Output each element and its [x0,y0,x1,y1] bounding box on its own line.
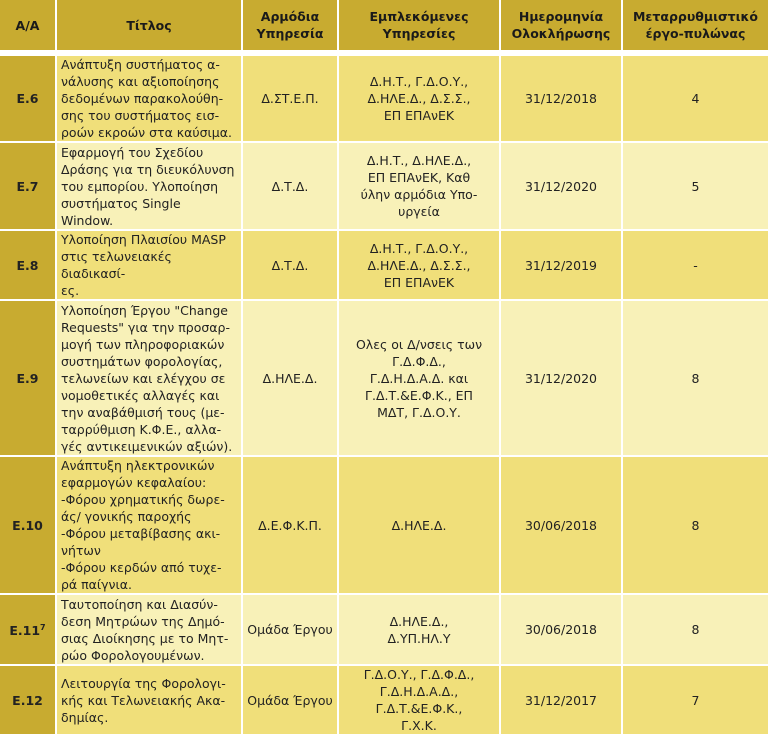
row-pillar: 7 [623,666,768,734]
row-agency: Δ.Ε.Φ.Κ.Π. [243,457,337,593]
row-involved: Δ.ΗΛΕ.Δ. [339,457,499,593]
row-id-text: Ε.6 [16,91,39,106]
row-involved: Δ.Η.Τ., Γ.Δ.Ο.Υ., Δ.ΗΛΕ.Δ., Δ.Σ.Σ., ΕΠ ΕΠΑνΕΚ [339,56,499,141]
row-id [0,666,55,734]
row-id [0,143,55,229]
row-involved: Ολες οι Δ/νσεις των Γ.Δ.Φ.Δ., Γ.Δ.Η.Δ.Α.Δ. και Γ.Δ.Τ.&Ε.Φ.Κ., ΕΠ ΜΔΤ, Γ.Δ.Ο.Υ. [339,301,499,455]
row-pillar: 4 [623,56,768,141]
row-title: Εφαρμογή του Σχεδίου Δράσης για τη διευκόλυνση του εμπορίου. Υλοποίηση συστήματος Single Window. [57,143,241,229]
table-row [0,301,768,455]
row-involved: Δ.ΗΛΕ.Δ., Δ.ΥΠ.ΗΛ.Υ [339,595,499,664]
row-id-text: Ε.11 [9,623,41,639]
header-agency: Αρμόδια Υπηρεσία [243,0,337,50]
row-involved: Γ.Δ.Ο.Υ., Γ.Δ.Φ.Δ., Γ.Δ.Η.Δ.Α.Δ., Γ.Δ.Τ.&Ε.Φ.Κ., Γ.Χ.Κ. [339,666,499,734]
header-id: Α/Α [0,0,55,50]
header-title: Τίτλος [57,0,241,50]
row-pillar: 8 [623,595,768,664]
table-row [0,666,768,734]
row-agency: Ομάδα Έργου [243,666,337,734]
row-date: 31/12/2020 [501,143,621,229]
row-agency: Δ.ΗΛΕ.Δ. [243,301,337,455]
header-involved: Εμπλεκόμενες Υπηρεσίες [339,0,499,50]
row-date: 31/12/2018 [501,56,621,141]
row-id [0,595,55,664]
row-title: Ταυτοποίηση και Διασύν- δεση Μητρώων της Δημό- σιας Διοίκησης με το Μητ- ρώο Φορολογουμένων. [57,595,241,664]
row-pillar: 8 [623,457,768,593]
row-title: Λειτουργία της Φορολογι- κής και Τελωνειακής Ακα- δημίας. [57,666,241,734]
row-title: Υλοποίηση Έργου "Change Requests" για την προσαρ- μογή των πληροφοριακών συστημάτων φορολογίας, τελωνείων και ελέγχου σε νομοθετικές αλλαγές και την αναβάθμισή τους (με- ταρρύθμιση Κ.Φ.Ε., αλλα- γές αντικειμενικών αξιών). [57,301,241,455]
row-date: 30/06/2018 [501,595,621,664]
header-date: Ημερομηνία Ολοκλήρωσης [501,0,621,50]
table-row [0,595,768,664]
row-date: 31/12/2017 [501,666,621,734]
row-agency: Δ.Τ.Δ. [243,231,337,299]
row-title: Ανάπτυξη ηλεκτρονικών εφαρμογών κεφαλαίου: -Φόρου χρηματικής δωρε- άς/ γονικής παροχής -Φόρου μεταβίβασης ακι- νήτων -Φόρου κερδών από τυχε- ρά παίγνια. [57,457,241,593]
row-id [0,457,55,593]
row-date: 31/12/2020 [501,301,621,455]
table-row [0,143,768,229]
table-row [0,231,768,299]
row-id-text: Ε.7 [16,178,39,194]
row-agency: Δ.Τ.Δ. [243,143,337,229]
row-pillar: - [623,231,768,299]
header-row [0,0,768,50]
row-id-text: Ε.8 [16,257,39,273]
header-pillar: Μεταρρυθμιστικό έργο-πυλώνας [623,0,768,50]
row-date: 30/06/2018 [501,457,621,593]
row-id-text: Ε.12 [12,692,43,708]
row-date: 31/12/2019 [501,231,621,299]
row-agency: Ομάδα Έργου [243,595,337,664]
row-id [0,56,55,141]
table-row [0,56,768,141]
row-pillar: 5 [623,143,768,229]
row-title: Υλοποίηση Πλαισίου MASP στις τελωνειακές διαδικασί- ες. [57,231,241,299]
row-id-text: Ε.9 [16,370,39,386]
row-title: Ανάπτυξη συστήματος α- νάλυσης και αξιοποίησης δεδομένων παρακολούθη- σης του συστήματος εισ- ροών εκροών στα καύσιμα. [57,56,241,141]
table-row [0,457,768,593]
row-agency: Δ.ΣΤ.Ε.Π. [243,56,337,141]
row-involved: Δ.Η.Τ., Γ.Δ.Ο.Υ., Δ.ΗΛΕ.Δ., Δ.Σ.Σ., ΕΠ ΕΠΑνΕΚ [339,231,499,299]
footnote-marker: 7 [40,623,46,633]
row-id [0,231,55,299]
row-id-text: Ε.10 [12,517,43,533]
row-pillar: 8 [623,301,768,455]
row-id [0,301,55,455]
row-involved: Δ.Η.Τ., Δ.ΗΛΕ.Δ., ΕΠ ΕΠΑνΕΚ, Καθ ύλην αρμόδια Υπο- υργεία [339,143,499,229]
